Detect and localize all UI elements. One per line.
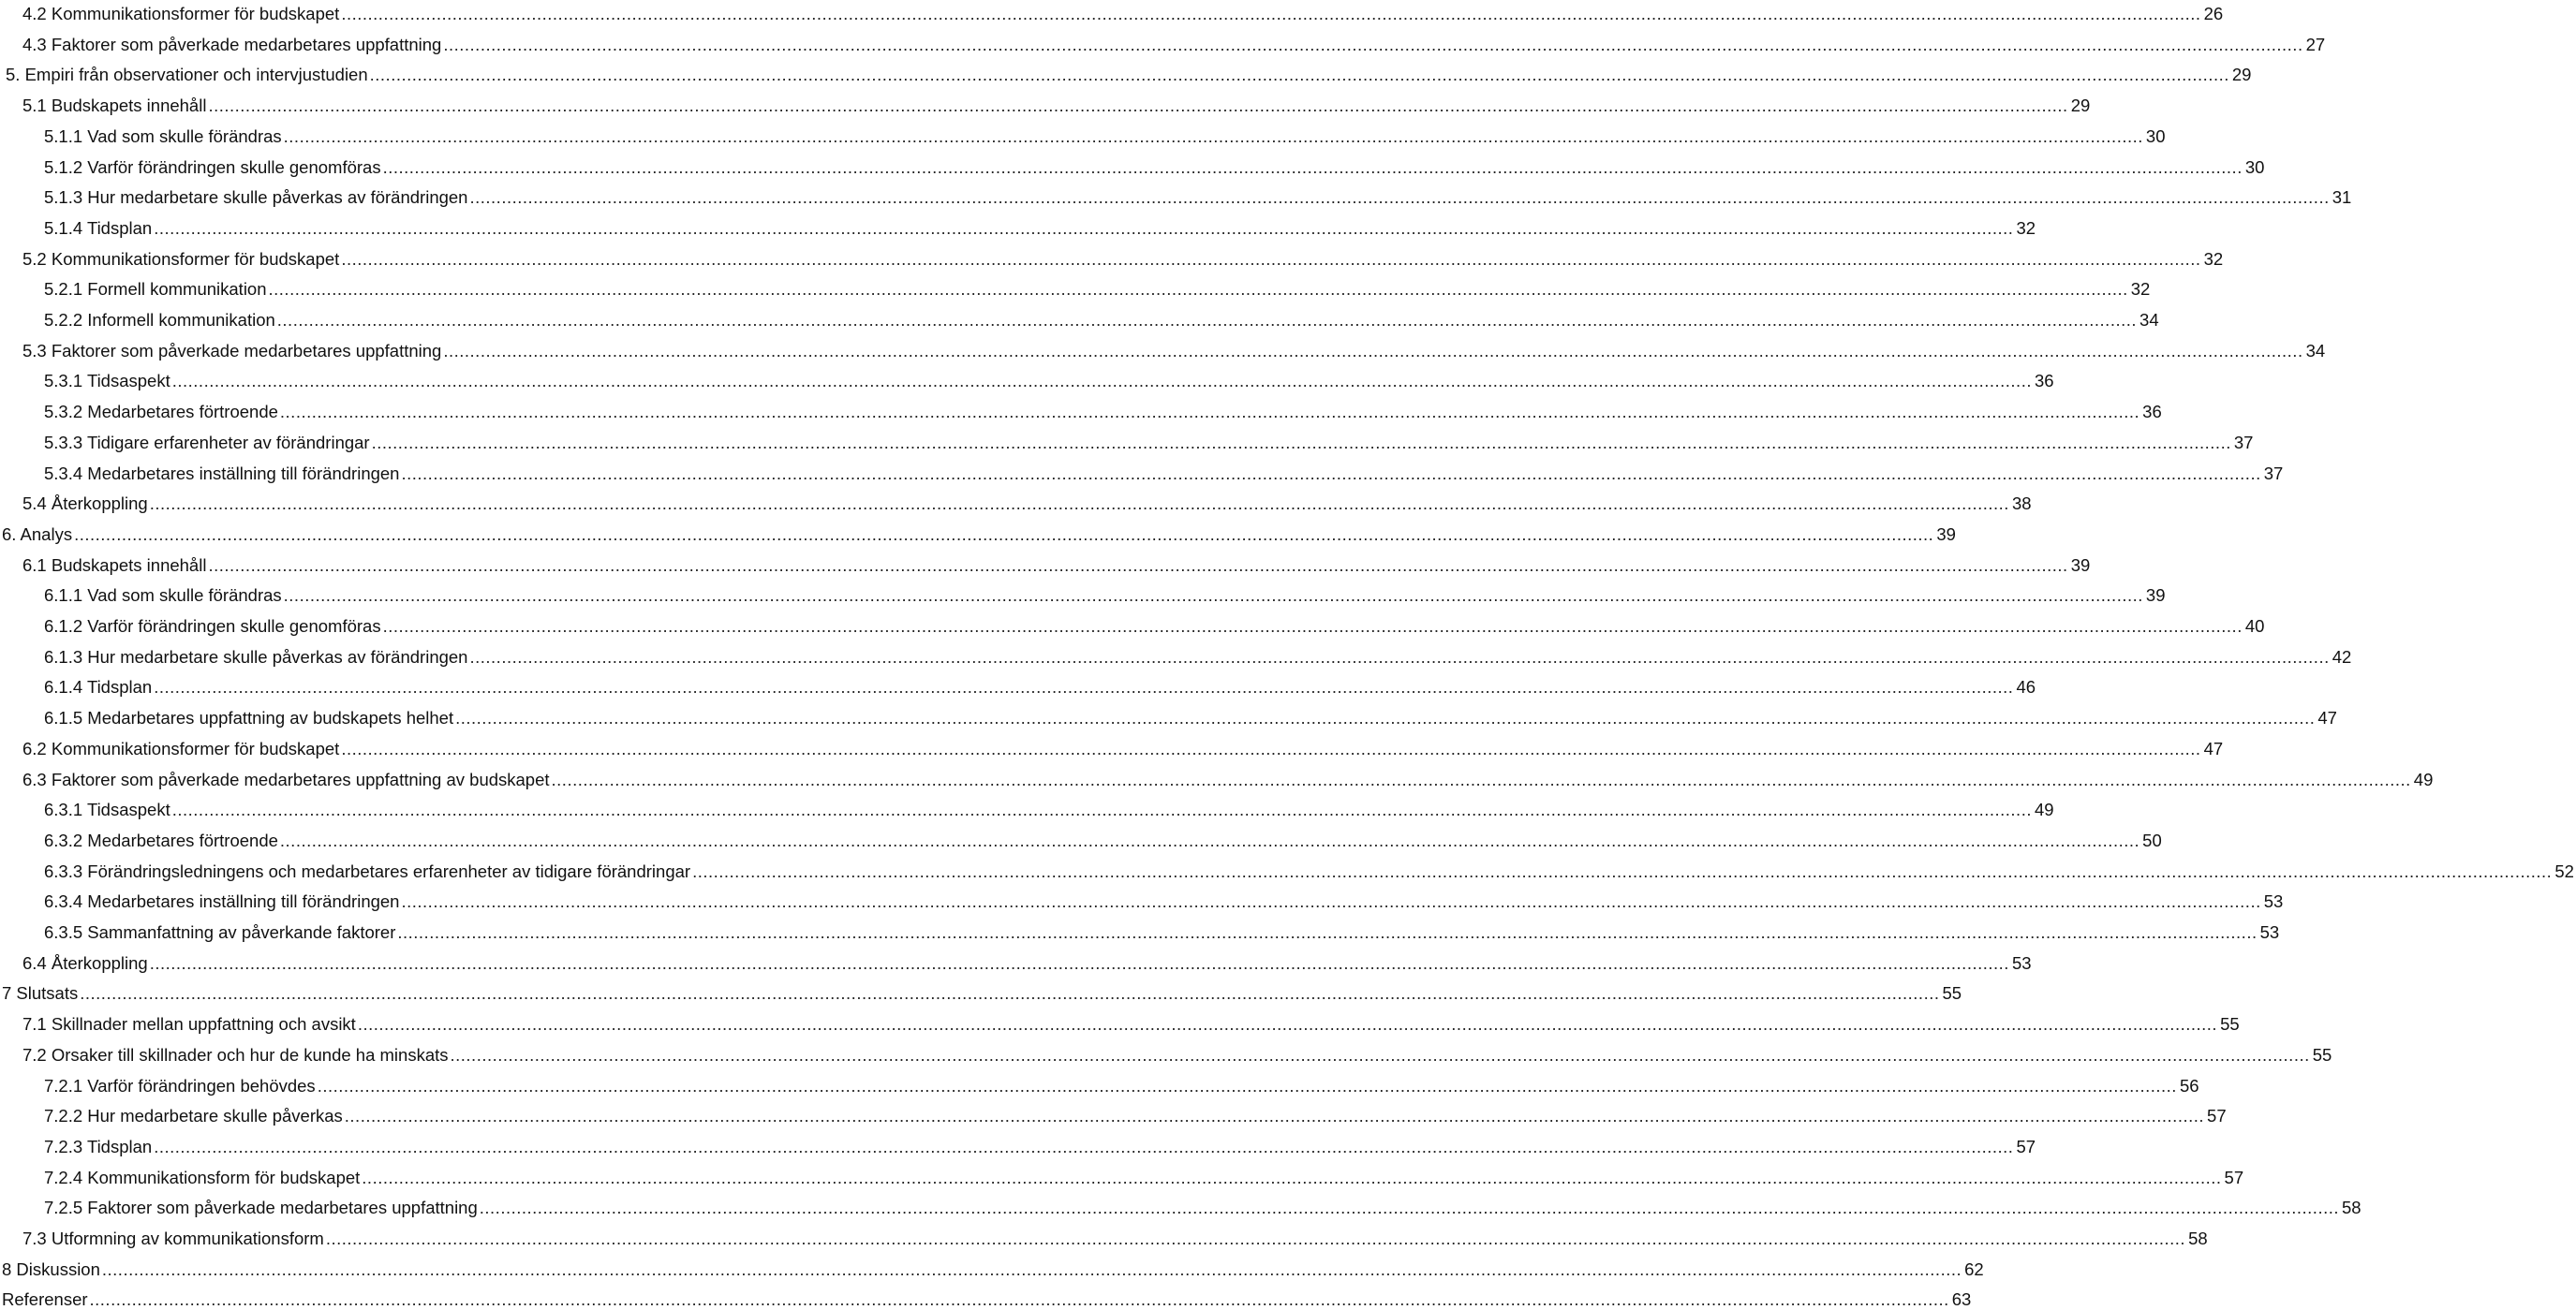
toc-leader-dots xyxy=(326,1229,2185,1249)
toc-entry-title[interactable]: 6.3.2 Medarbetares förtroende xyxy=(44,830,278,850)
toc-entry-title[interactable]: 7.2.4 Kommunikationsform för budskapet xyxy=(44,1167,361,1187)
toc-entry-page-number[interactable]: 53 xyxy=(2263,891,2284,912)
toc-entry-title[interactable]: 6.1 Budskapets innehåll xyxy=(22,554,207,575)
toc-entry[interactable] xyxy=(0,1286,1972,1310)
toc-entry-title[interactable]: Referenser xyxy=(2,1289,88,1310)
toc-entry-title[interactable]: 5.2.1 Formell kommunikation xyxy=(44,279,267,300)
toc-entry-page-number[interactable]: 49 xyxy=(2034,800,2054,820)
toc-entry-page-number[interactable]: 47 xyxy=(2317,708,2337,729)
toc-entry[interactable] xyxy=(0,735,2224,759)
toc-entry[interactable] xyxy=(0,275,2151,300)
toc-entry[interactable] xyxy=(0,949,2032,974)
toc-entry[interactable] xyxy=(0,61,2252,85)
toc-entry[interactable] xyxy=(0,31,2326,55)
toc-leader-dots xyxy=(692,861,2552,882)
toc-entry-title[interactable]: 6. Analys xyxy=(2,523,73,544)
toc-entry[interactable] xyxy=(0,1164,2244,1188)
toc-entry-page-number[interactable]: 55 xyxy=(2312,1044,2332,1065)
toc-entry-page-number[interactable]: 53 xyxy=(2259,922,2280,942)
toc-entry[interactable] xyxy=(0,1194,2361,1218)
toc-entry[interactable] xyxy=(0,521,1956,545)
toc-leader-dots xyxy=(383,616,2243,637)
toc-leader-dots xyxy=(372,433,2231,453)
toc-entry[interactable] xyxy=(0,673,2036,698)
toc-entry-page-number[interactable]: 57 xyxy=(2207,1106,2227,1126)
toc-entry[interactable] xyxy=(0,612,2265,637)
toc-entry-page-number[interactable]: 39 xyxy=(1936,523,1956,544)
toc-leader-dots xyxy=(397,922,2257,943)
toc-entry-page-number[interactable]: 50 xyxy=(2142,830,2162,850)
toc-entry-page-number[interactable]: 46 xyxy=(2016,677,2036,698)
toc-leader-dots xyxy=(280,402,2139,422)
toc-entry-title[interactable]: 6.3.3 Förändringsledningens och medarbetares erfarenheter av tidigare förändringar xyxy=(44,861,691,881)
toc-entry-title[interactable]: 5.1 Budskapets innehåll xyxy=(22,96,207,116)
toc-entry-page-number[interactable]: 58 xyxy=(2342,1198,2361,1218)
toc-leader-dots xyxy=(480,1198,2339,1218)
toc-entry-page-number[interactable]: 39 xyxy=(2145,585,2166,606)
toc-entry-page-number[interactable]: 40 xyxy=(2244,616,2265,636)
toc-entry[interactable] xyxy=(0,919,2280,943)
toc-leader-dots xyxy=(451,1045,2310,1066)
toc-entry-page-number[interactable]: 58 xyxy=(2188,1229,2208,1248)
toc-leader-dots xyxy=(80,983,1939,1004)
toc-leader-dots xyxy=(208,555,2067,576)
toc-entry-title[interactable]: 6.4 Återkoppling xyxy=(22,952,148,973)
toc-entry-title[interactable]: 5.3 Faktorer som påverkade medarbetares uppfattning xyxy=(22,340,442,361)
toc-leader-dots xyxy=(90,1289,1949,1310)
toc-entry-title[interactable]: 5.2.2 Informell kommunikation xyxy=(44,310,275,330)
toc-entry-title[interactable]: 6.1.3 Hur medarbetare skulle påverkas av förändringen xyxy=(44,646,468,667)
toc-leader-dots xyxy=(269,279,2128,300)
toc-entry[interactable] xyxy=(0,306,2159,331)
toc-leader-dots xyxy=(443,35,2302,55)
toc-leader-dots xyxy=(318,1076,2177,1097)
toc-entry-title[interactable]: 7.2.5 Faktorer som påverkade medarbetares uppfattning xyxy=(44,1198,478,1218)
toc-entry-title[interactable]: 7.2 Orsaker till skillnader och hur de kunde ha minskats xyxy=(22,1044,449,1065)
toc-entry-title[interactable]: 5.3.2 Medarbetares förtroende xyxy=(44,402,278,422)
toc-leader-dots xyxy=(280,831,2139,851)
toc-entry-title[interactable]: 5.3.1 Tidsaspekt xyxy=(44,371,170,391)
toc-entry-page-number[interactable]: 55 xyxy=(2220,1014,2240,1035)
toc-entry-page-number[interactable]: 57 xyxy=(2224,1167,2244,1187)
toc-entry[interactable] xyxy=(0,581,2166,606)
toc-leader-dots xyxy=(552,770,2411,790)
toc-entry-title[interactable]: 5. Empiri från observationer och intervjustudien xyxy=(6,65,368,85)
toc-entry-page-number[interactable]: 37 xyxy=(2263,463,2284,483)
toc-entry[interactable] xyxy=(0,367,2054,391)
toc-leader-dots xyxy=(345,1106,2204,1126)
toc-leader-dots xyxy=(341,4,2200,24)
toc-entry-title[interactable]: 7.2.3 Tidsplan xyxy=(44,1136,153,1156)
toc-entry-page-number[interactable]: 62 xyxy=(1964,1258,1984,1279)
toc-entry-title[interactable]: 6.1.2 Varför förändringen skulle genomföras xyxy=(44,616,381,636)
toc-leader-dots xyxy=(150,953,2009,974)
toc-entry[interactable] xyxy=(0,1072,2199,1097)
toc-entry[interactable] xyxy=(0,0,2224,24)
toc-entry-page-number[interactable]: 53 xyxy=(2011,952,2032,973)
toc-entry-page-number[interactable]: 34 xyxy=(2305,340,2326,361)
toc-entry-title[interactable]: 5.3.3 Tidigare erfarenheter av förändringar xyxy=(44,432,370,452)
toc-entry-page-number[interactable]: 49 xyxy=(2413,769,2434,789)
toc-entry-title[interactable]: 5.1.2 Varför förändringen skulle genomföras xyxy=(44,156,381,177)
toc-entry[interactable] xyxy=(0,214,2036,239)
toc-entry-page-number[interactable]: 31 xyxy=(2332,187,2352,208)
toc-entry-page-number[interactable]: 55 xyxy=(1942,983,1962,1004)
toc-leader-dots xyxy=(443,341,2302,361)
toc-entry-page-number[interactable]: 32 xyxy=(2016,217,2036,238)
toc-entry-title[interactable]: 5.4 Återkoppling xyxy=(22,493,148,514)
toc-leader-dots xyxy=(341,249,2200,270)
toc-entry[interactable] xyxy=(0,398,2162,422)
toc-leader-dots xyxy=(341,739,2200,759)
toc-entry-title[interactable]: 5.3.4 Medarbetares inställning till förändringen xyxy=(44,463,400,483)
toc-leader-dots xyxy=(469,647,2329,668)
toc-entry[interactable] xyxy=(0,184,2352,208)
toc-entry-title[interactable]: 8 Diskussion xyxy=(2,1258,100,1279)
toc-leader-dots xyxy=(284,585,2143,606)
toc-leader-dots xyxy=(358,1014,2217,1035)
toc-leader-dots xyxy=(284,126,2143,147)
toc-entry-title[interactable]: 6.1.4 Tidsplan xyxy=(44,677,153,698)
toc-entry-title[interactable]: 6.3.1 Tidsaspekt xyxy=(44,800,170,820)
toc-entry-title[interactable]: 6.3.5 Sammanfattning av påverkande faktorer xyxy=(44,922,396,942)
toc-leader-dots xyxy=(370,65,2229,85)
toc-entry-page-number[interactable]: 36 xyxy=(2034,371,2054,391)
toc-entry-page-number[interactable]: 36 xyxy=(2142,402,2162,422)
toc-leader-dots xyxy=(362,1168,2221,1188)
toc-entry[interactable] xyxy=(0,429,2254,453)
toc-entry-page-number[interactable]: 30 xyxy=(2244,156,2265,177)
toc-entry-title[interactable]: 7.1 Skillnader mellan uppfattning och avsikt xyxy=(22,1014,356,1035)
toc-entry[interactable] xyxy=(0,123,2166,147)
toc-entry[interactable] xyxy=(0,979,1962,1004)
toc-entry[interactable] xyxy=(0,1133,2036,1157)
toc-entry-title[interactable]: 6.1.1 Vad som skulle förändras xyxy=(44,585,282,606)
toc-entry[interactable] xyxy=(0,460,2284,484)
toc-entry-page-number[interactable]: 32 xyxy=(2203,248,2224,269)
toc-leader-dots xyxy=(154,1137,2013,1157)
toc-entry[interactable] xyxy=(0,827,2162,851)
toc-leader-dots xyxy=(150,493,2009,514)
toc-entry[interactable] xyxy=(0,643,2352,668)
toc-entry-title[interactable]: 6.2 Kommunikationsformer för budskapet xyxy=(22,738,340,758)
toc-leader-dots xyxy=(383,157,2243,178)
toc-entry-page-number[interactable]: 30 xyxy=(2145,125,2166,146)
toc-entry-page-number[interactable]: 52 xyxy=(2554,861,2574,881)
toc-leader-dots xyxy=(102,1259,1962,1280)
toc-entry-page-number[interactable]: 34 xyxy=(2139,310,2159,330)
toc-leader-dots xyxy=(208,96,2067,116)
toc-entry-page-number[interactable]: 32 xyxy=(2130,279,2151,300)
toc-entry-page-number[interactable]: 63 xyxy=(1951,1289,1972,1310)
toc-entry[interactable] xyxy=(0,1010,2240,1035)
toc-leader-dots xyxy=(455,708,2315,729)
toc-entry[interactable] xyxy=(0,1102,2227,1126)
toc-entry-title[interactable]: 5.1.1 Vad som skulle förändras xyxy=(44,125,282,146)
toc-entry[interactable] xyxy=(0,704,2337,729)
toc-leader-dots xyxy=(172,800,2032,820)
toc-entry-page-number[interactable]: 29 xyxy=(2070,96,2091,116)
toc-leader-dots xyxy=(469,187,2329,208)
toc-entry-title[interactable]: 6.1.5 Medarbetares uppfattning av budskapets helhet xyxy=(44,708,454,729)
toc-entry-page-number[interactable]: 47 xyxy=(2203,738,2224,758)
toc-entry-title[interactable]: 7.2.1 Varför förändringen behövdes xyxy=(44,1075,316,1096)
toc-entry[interactable] xyxy=(0,92,2091,116)
toc-entry-title[interactable]: 6.3 Faktorer som påverkade medarbetares uppfattning av budskapet xyxy=(22,769,550,789)
toc-entry[interactable] xyxy=(0,490,2032,514)
toc-leader-dots xyxy=(74,524,1933,545)
toc-entry-page-number[interactable]: 27 xyxy=(2305,34,2326,54)
toc-entry-page-number[interactable]: 37 xyxy=(2233,432,2254,452)
toc-entry-title[interactable]: 7.2.2 Hur medarbetare skulle påverkas xyxy=(44,1106,343,1126)
toc-entry-page-number[interactable]: 39 xyxy=(2070,554,2091,575)
toc-entry[interactable] xyxy=(0,245,2224,270)
toc-entry-title[interactable]: 7.3 Utformning av kommunikationsform xyxy=(22,1229,324,1248)
toc-entry-page-number[interactable]: 57 xyxy=(2016,1136,2036,1156)
toc-entry[interactable] xyxy=(0,858,2574,882)
toc-entry[interactable] xyxy=(0,337,2326,361)
toc-entry-page-number[interactable]: 38 xyxy=(2011,493,2032,514)
toc-entry[interactable] xyxy=(0,1256,1984,1280)
toc-leader-dots xyxy=(154,218,2013,239)
toc-entry-title[interactable]: 4.2 Kommunikationsformer för budskapet xyxy=(22,4,340,23)
toc-entry[interactable] xyxy=(0,1041,2332,1066)
toc-entry-title[interactable]: 5.1.3 Hur medarbetare skulle påverkas av förändringen xyxy=(44,187,468,208)
toc-entry[interactable] xyxy=(0,1225,2208,1249)
toc-entry[interactable] xyxy=(0,154,2265,178)
toc-leader-dots xyxy=(277,310,2137,331)
toc-entry-title[interactable]: 7 Slutsats xyxy=(2,983,79,1004)
toc-entry[interactable] xyxy=(0,766,2434,790)
toc-entry-page-number[interactable]: 56 xyxy=(2179,1075,2199,1096)
toc-entry-title[interactable]: 5.2 Kommunikationsformer för budskapet xyxy=(22,248,340,269)
toc-entry[interactable] xyxy=(0,552,2091,576)
toc-entry-page-number[interactable]: 29 xyxy=(2231,65,2252,85)
toc-entry-page-number[interactable]: 42 xyxy=(2332,646,2352,667)
toc-entry-title[interactable]: 4.3 Faktorer som påverkade medarbetares uppfattning xyxy=(22,34,442,54)
toc-leader-dots xyxy=(401,891,2260,912)
toc-entry-page-number[interactable]: 26 xyxy=(2203,4,2224,23)
toc-leader-dots xyxy=(401,464,2260,484)
toc-leader-dots xyxy=(172,371,2032,391)
toc-entry[interactable] xyxy=(0,888,2284,912)
toc-entry-title[interactable]: 5.1.4 Tidsplan xyxy=(44,217,153,238)
toc-entry-title[interactable]: 6.3.4 Medarbetares inställning till förändringen xyxy=(44,891,400,912)
toc-entry[interactable] xyxy=(0,796,2054,820)
toc-leader-dots xyxy=(154,677,2013,698)
